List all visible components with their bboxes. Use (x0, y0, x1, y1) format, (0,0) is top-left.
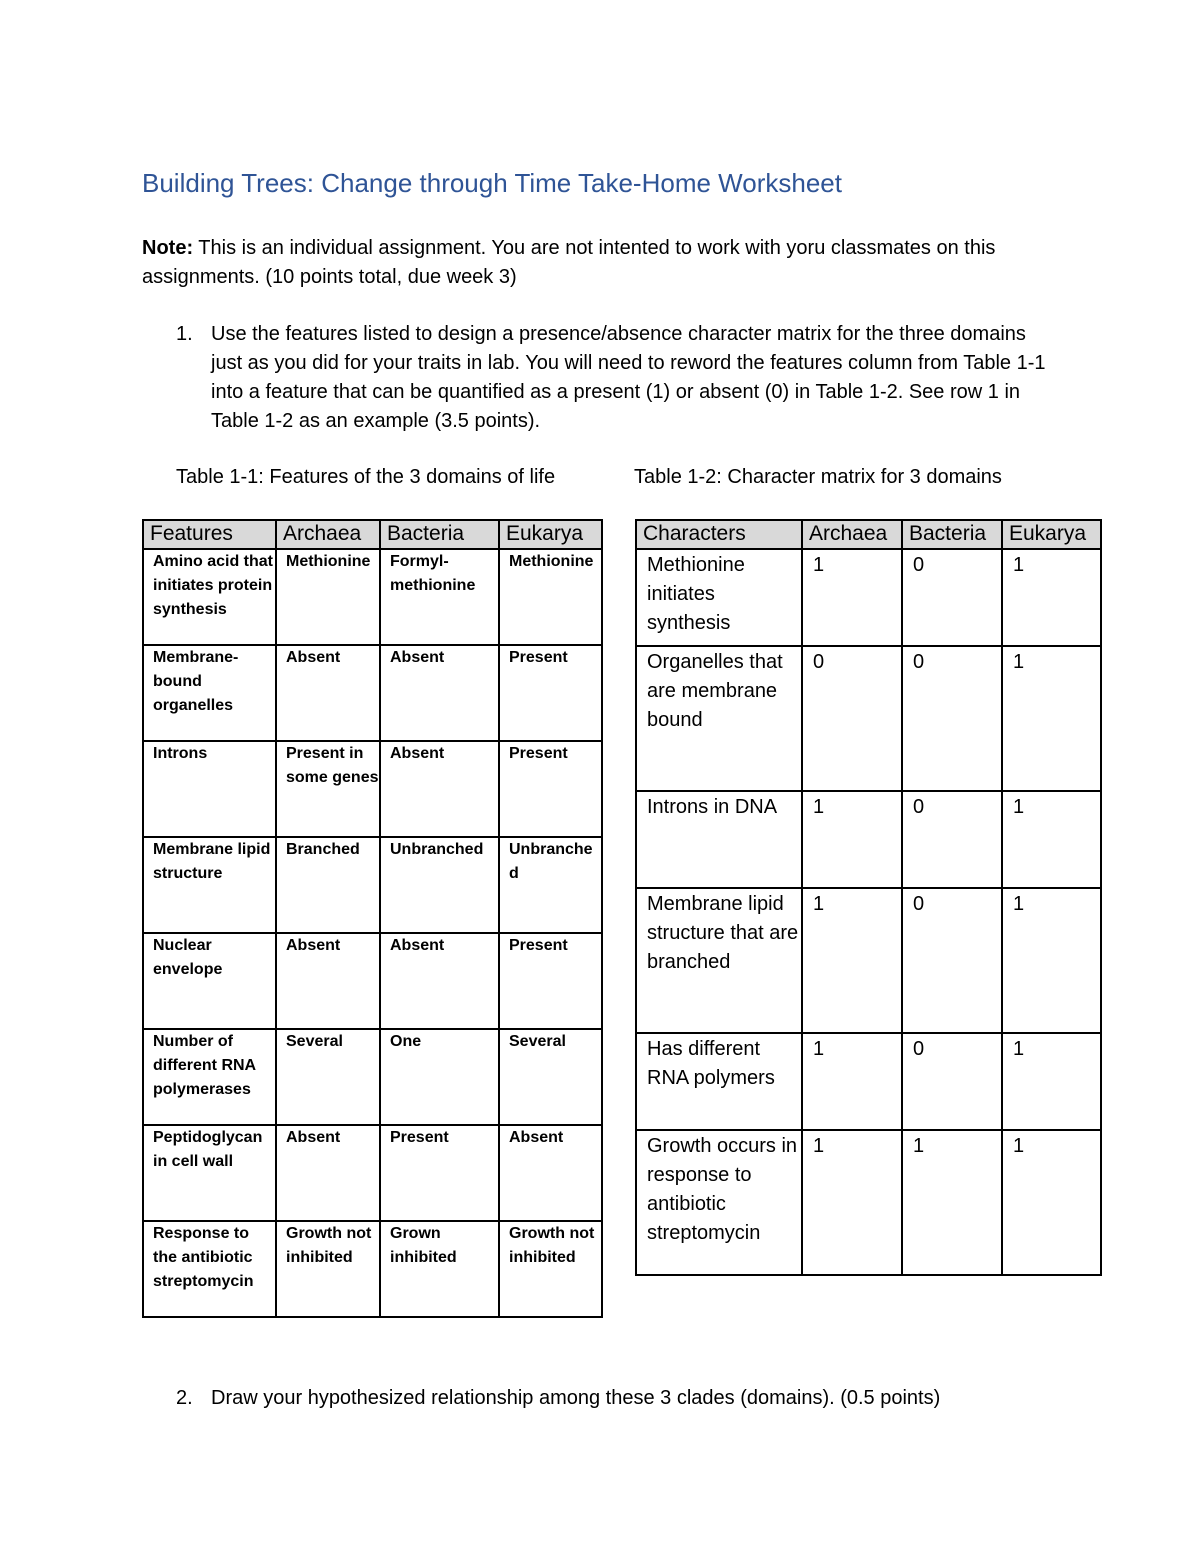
table-cell: Present (499, 741, 602, 837)
table-cell: 0 (902, 549, 1002, 646)
table-cell: Unbranched (499, 837, 602, 933)
table-row (143, 549, 602, 645)
table-cell: Absent (276, 1125, 380, 1221)
table-row (636, 549, 1101, 646)
table-cell: Growth not inhibited (499, 1221, 602, 1317)
table-row (143, 1125, 602, 1221)
table-cell: 1 (902, 1130, 1002, 1275)
table-cell: 1 (1002, 1130, 1101, 1275)
table-cell: 0 (902, 1033, 1002, 1130)
table-cell: Several (276, 1029, 380, 1125)
table-cell: 0 (902, 646, 1002, 791)
question-text: Use the features listed to design a presence/absence character matrix for the three domains just as you did for your traits in lab. You will need to reword the features column from Table 1-1 into a feature that can be quantified as a present (1) or absent (0) in Table 1-2. See row 1 in Table 1-2 as an example (3.5 points). (211, 323, 1046, 432)
table-cell: Absent (380, 933, 499, 1029)
header-cell: Characters (636, 520, 802, 549)
table-row (636, 1033, 1101, 1130)
table-cell: Peptidoglycan in cell wall (143, 1125, 276, 1221)
header-cell: Features (143, 520, 276, 549)
table-cell: 1 (802, 549, 902, 646)
table2-caption: Table 1-2: Character matrix for 3 domains (634, 466, 1002, 488)
features-table (142, 519, 603, 1318)
table-cell: 1 (1002, 791, 1101, 888)
table-cell: Present (499, 645, 602, 741)
note-label: Note: (142, 237, 194, 259)
table-cell: Absent (276, 645, 380, 741)
table-cell: 0 (902, 791, 1002, 888)
table-row (143, 1221, 602, 1317)
table-row (636, 888, 1101, 1033)
table-cell: Absent (499, 1125, 602, 1221)
table-cell: 1 (1002, 646, 1101, 791)
table-cell: Several (499, 1029, 602, 1125)
assignment-note (142, 234, 1072, 292)
table-cell: Introns in DNA (636, 791, 802, 888)
table-row (143, 837, 602, 933)
table-cell: Unbranched (380, 837, 499, 933)
table-cell: 1 (1002, 888, 1101, 1033)
character-matrix-table (635, 519, 1102, 1276)
table-row (636, 1130, 1101, 1275)
table-cell: Absent (380, 741, 499, 837)
table-cell: Present (499, 933, 602, 1029)
header-cell: Bacteria (902, 520, 1002, 549)
table-cell: 1 (1002, 549, 1101, 646)
table-cell: 1 (802, 888, 902, 1033)
table-cell: Formyl-methionine (380, 549, 499, 645)
table-cell: Number of different RNA polymerases (143, 1029, 276, 1125)
table-cell: Present in some genes (276, 741, 380, 837)
table-cell: 0 (802, 646, 902, 791)
question-text: Draw your hypothesized relationship among these 3 clades (domains). (0.5 points) (211, 1387, 941, 1409)
table-cell: 0 (902, 888, 1002, 1033)
table-cell: Growth not inhibited (276, 1221, 380, 1317)
table-cell: Absent (276, 933, 380, 1029)
table-cell: Absent (380, 645, 499, 741)
table-cell: Methionine (276, 549, 380, 645)
note-text: This is an individual assignment. You are not intented to work with yoru classmates on this assignments. (10 points total, due week 3) (142, 237, 996, 288)
table-row (143, 645, 602, 741)
table-cell: Membrane-bound organelles (143, 645, 276, 741)
table-cell: Present (380, 1125, 499, 1221)
table-row (143, 933, 602, 1029)
table-row (636, 791, 1101, 888)
table-cell: Methionine (499, 549, 602, 645)
table-header-row (636, 520, 1101, 549)
table-cell: 1 (1002, 1033, 1101, 1130)
page-title: Building Trees: Change through Time Take-Home Worksheet (142, 168, 842, 198)
table-cell: Amino acid that initiates protein synthesis (143, 549, 276, 645)
table-cell: Branched (276, 837, 380, 933)
header-cell: Bacteria (380, 520, 499, 549)
table-cell: 1 (802, 791, 902, 888)
table-cell: Growth occurs in response to antibiotic streptomycin (636, 1130, 802, 1275)
table-cell: Membrane lipid structure (143, 837, 276, 933)
table-row (143, 1029, 602, 1125)
table1-caption: Table 1-1: Features of the 3 domains of life (176, 466, 556, 488)
table-cell: Nuclear envelope (143, 933, 276, 1029)
table-cell: Methionine initiates synthesis (636, 549, 802, 646)
table-row (143, 741, 602, 837)
table-cell: Introns (143, 741, 276, 837)
header-cell: Archaea (276, 520, 380, 549)
header-cell: Eukarya (499, 520, 602, 549)
table-cell: Has different RNA polymers (636, 1033, 802, 1130)
table-cell: Organelles that are membrane bound (636, 646, 802, 791)
table-cell: Grown inhibited (380, 1221, 499, 1317)
table-row (636, 646, 1101, 791)
table-header-row (143, 520, 602, 549)
table-cell: Response to the antibiotic streptomycin (143, 1221, 276, 1317)
header-cell: Archaea (802, 520, 902, 549)
table-cell: 1 (802, 1130, 902, 1275)
table-cell: One (380, 1029, 499, 1125)
question-number: 1. (176, 323, 193, 345)
header-cell: Eukarya (1002, 520, 1101, 549)
question-number: 2. (176, 1387, 193, 1409)
table-cell: Membrane lipid structure that are branched (636, 888, 802, 1033)
table-cell: 1 (802, 1033, 902, 1130)
